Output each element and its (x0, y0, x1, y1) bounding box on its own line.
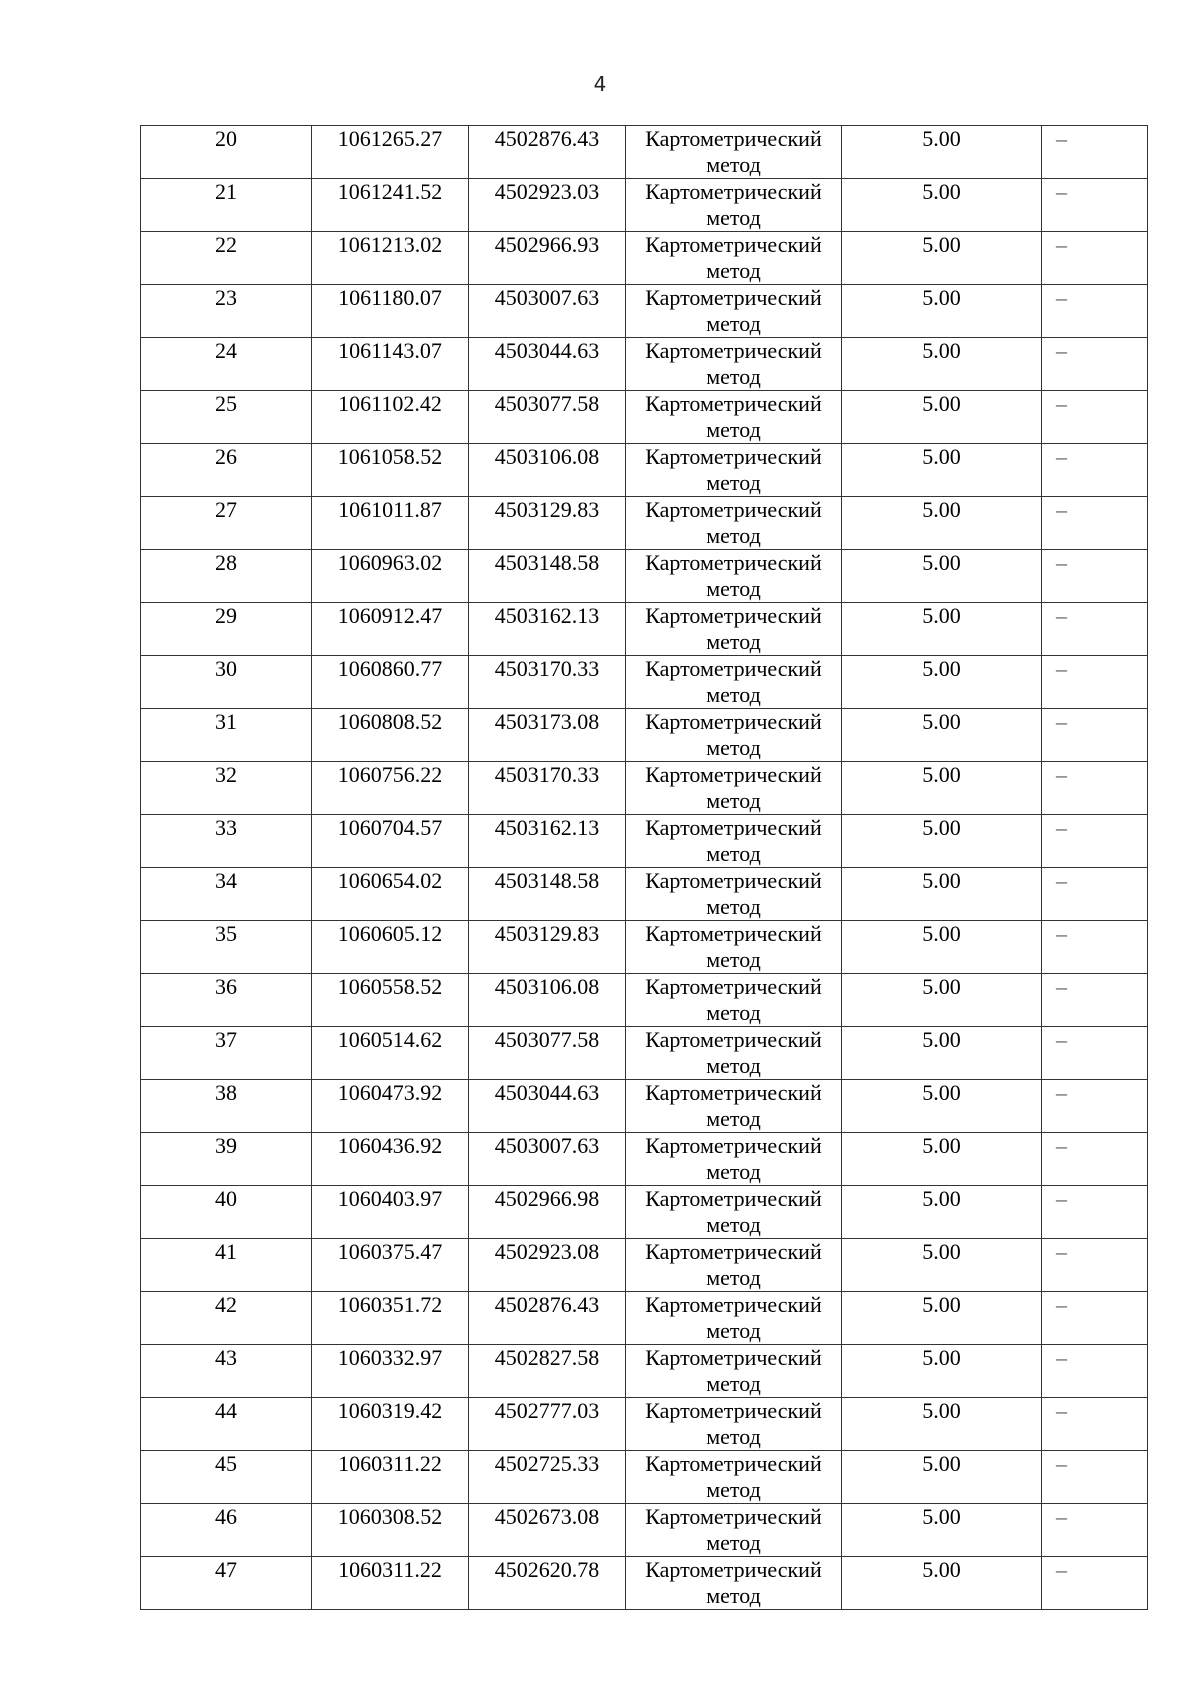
point-number-cell: 42 (141, 1292, 312, 1345)
method-line2: метод (706, 470, 761, 495)
y-coordinate-cell: 4503162.13 (469, 815, 626, 868)
table-row (141, 1504, 1148, 1557)
method-cell (626, 1345, 842, 1398)
note-cell: – (1042, 285, 1148, 338)
y-coordinate-cell: 4503170.33 (469, 762, 626, 815)
method-line1: Картометрический (645, 550, 822, 575)
precision-cell: 5.00 (842, 1027, 1042, 1080)
point-number-cell: 33 (141, 815, 312, 868)
method-line2: метод (706, 947, 761, 972)
precision-cell: 5.00 (842, 921, 1042, 974)
method-line1: Картометрический (645, 1080, 822, 1105)
point-number-cell: 22 (141, 232, 312, 285)
precision-cell: 5.00 (842, 1557, 1042, 1610)
note-cell: – (1042, 444, 1148, 497)
precision-cell: 5.00 (842, 1451, 1042, 1504)
table-row (141, 338, 1148, 391)
method-line2: метод (706, 1053, 761, 1078)
note-cell: – (1042, 497, 1148, 550)
x-coordinate-cell: 1060403.97 (312, 1186, 469, 1239)
method-cell (626, 1451, 842, 1504)
note-cell: – (1042, 1292, 1148, 1345)
table-row (141, 1133, 1148, 1186)
x-coordinate-cell: 1061180.07 (312, 285, 469, 338)
y-coordinate-cell: 4503044.63 (469, 1080, 626, 1133)
point-number-cell: 29 (141, 603, 312, 656)
point-number-cell: 47 (141, 1557, 312, 1610)
table-row (141, 868, 1148, 921)
y-coordinate-cell: 4503106.08 (469, 974, 626, 1027)
note-cell: – (1042, 1239, 1148, 1292)
precision-cell: 5.00 (842, 444, 1042, 497)
table-row (141, 1239, 1148, 1292)
y-coordinate-cell: 4502923.08 (469, 1239, 626, 1292)
method-line1: Картометрический (645, 391, 822, 416)
point-number-cell: 41 (141, 1239, 312, 1292)
y-coordinate-cell: 4502620.78 (469, 1557, 626, 1610)
table-body (141, 126, 1148, 1610)
x-coordinate-cell: 1060375.47 (312, 1239, 469, 1292)
point-number-cell: 26 (141, 444, 312, 497)
method-cell (626, 497, 842, 550)
x-coordinate-cell: 1060351.72 (312, 1292, 469, 1345)
note-cell: – (1042, 1557, 1148, 1610)
note-cell: – (1042, 709, 1148, 762)
x-coordinate-cell: 1061241.52 (312, 179, 469, 232)
table-row (141, 1557, 1148, 1610)
point-number-cell: 38 (141, 1080, 312, 1133)
note-cell: – (1042, 391, 1148, 444)
method-line1: Картометрический (645, 974, 822, 999)
note-cell: – (1042, 868, 1148, 921)
method-cell (626, 1186, 842, 1239)
table-row (141, 921, 1148, 974)
method-line1: Картометрический (645, 1027, 822, 1052)
note-cell: – (1042, 1186, 1148, 1239)
precision-cell: 5.00 (842, 868, 1042, 921)
precision-cell: 5.00 (842, 232, 1042, 285)
method-line2: метод (706, 523, 761, 548)
point-number-cell: 34 (141, 868, 312, 921)
x-coordinate-cell: 1060319.42 (312, 1398, 469, 1451)
method-line2: метод (706, 1424, 761, 1449)
method-line1: Картометрический (645, 1186, 822, 1211)
note-cell: – (1042, 1027, 1148, 1080)
method-line2: метод (706, 1159, 761, 1184)
method-line1: Картометрический (645, 868, 822, 893)
x-coordinate-cell: 1060332.97 (312, 1345, 469, 1398)
y-coordinate-cell: 4503077.58 (469, 1027, 626, 1080)
precision-cell: 5.00 (842, 179, 1042, 232)
note-cell: – (1042, 921, 1148, 974)
table-row (141, 497, 1148, 550)
method-cell (626, 550, 842, 603)
coordinates-table (140, 125, 1148, 1610)
table-row (141, 603, 1148, 656)
y-coordinate-cell: 4503077.58 (469, 391, 626, 444)
y-coordinate-cell: 4503007.63 (469, 285, 626, 338)
table-row (141, 1027, 1148, 1080)
x-coordinate-cell: 1060912.47 (312, 603, 469, 656)
note-cell: – (1042, 974, 1148, 1027)
table-row (141, 1080, 1148, 1133)
method-cell (626, 921, 842, 974)
x-coordinate-cell: 1060963.02 (312, 550, 469, 603)
x-coordinate-cell: 1061265.27 (312, 126, 469, 179)
precision-cell: 5.00 (842, 1239, 1042, 1292)
method-line2: метод (706, 364, 761, 389)
method-cell (626, 391, 842, 444)
precision-cell: 5.00 (842, 391, 1042, 444)
x-coordinate-cell: 1060473.92 (312, 1080, 469, 1133)
y-coordinate-cell: 4502777.03 (469, 1398, 626, 1451)
page-number: 4 (593, 72, 607, 96)
method-line2: метод (706, 894, 761, 919)
method-line1: Картометрический (645, 1133, 822, 1158)
method-cell (626, 974, 842, 1027)
y-coordinate-cell: 4502725.33 (469, 1451, 626, 1504)
point-number-cell: 36 (141, 974, 312, 1027)
precision-cell: 5.00 (842, 285, 1042, 338)
method-line1: Картометрический (645, 815, 822, 840)
precision-cell: 5.00 (842, 497, 1042, 550)
method-line2: метод (706, 735, 761, 760)
method-line2: метод (706, 576, 761, 601)
point-number-cell: 45 (141, 1451, 312, 1504)
table-row (141, 1398, 1148, 1451)
method-line2: метод (706, 1318, 761, 1343)
method-cell (626, 709, 842, 762)
x-coordinate-cell: 1060605.12 (312, 921, 469, 974)
method-line2: метод (706, 1530, 761, 1555)
x-coordinate-cell: 1060808.52 (312, 709, 469, 762)
precision-cell: 5.00 (842, 656, 1042, 709)
method-cell (626, 179, 842, 232)
precision-cell: 5.00 (842, 762, 1042, 815)
x-coordinate-cell: 1060436.92 (312, 1133, 469, 1186)
precision-cell: 5.00 (842, 815, 1042, 868)
table-row (141, 974, 1148, 1027)
point-number-cell: 43 (141, 1345, 312, 1398)
table-row (141, 285, 1148, 338)
y-coordinate-cell: 4503173.08 (469, 709, 626, 762)
note-cell: – (1042, 232, 1148, 285)
table-row (141, 550, 1148, 603)
y-coordinate-cell: 4503129.83 (469, 921, 626, 974)
x-coordinate-cell: 1061011.87 (312, 497, 469, 550)
y-coordinate-cell: 4502827.58 (469, 1345, 626, 1398)
y-coordinate-cell: 4502923.03 (469, 179, 626, 232)
point-number-cell: 20 (141, 126, 312, 179)
method-line2: метод (706, 205, 761, 230)
method-line2: метод (706, 1106, 761, 1131)
method-cell (626, 285, 842, 338)
x-coordinate-cell: 1060704.57 (312, 815, 469, 868)
method-cell (626, 603, 842, 656)
point-number-cell: 24 (141, 338, 312, 391)
note-cell: – (1042, 1345, 1148, 1398)
precision-cell: 5.00 (842, 1398, 1042, 1451)
y-coordinate-cell: 4503106.08 (469, 444, 626, 497)
precision-cell: 5.00 (842, 1345, 1042, 1398)
method-line1: Картометрический (645, 444, 822, 469)
method-line2: метод (706, 1477, 761, 1502)
table-row (141, 391, 1148, 444)
method-cell (626, 1557, 842, 1610)
method-cell (626, 1292, 842, 1345)
method-line2: метод (706, 841, 761, 866)
precision-cell: 5.00 (842, 550, 1042, 603)
method-cell (626, 232, 842, 285)
method-line1: Картометрический (645, 656, 822, 681)
method-line1: Картометрический (645, 232, 822, 257)
precision-cell: 5.00 (842, 709, 1042, 762)
y-coordinate-cell: 4502673.08 (469, 1504, 626, 1557)
method-cell (626, 338, 842, 391)
method-line1: Картометрический (645, 1239, 822, 1264)
method-line1: Картометрический (645, 179, 822, 204)
method-cell (626, 1398, 842, 1451)
method-line1: Картометрический (645, 1292, 822, 1317)
precision-cell: 5.00 (842, 1292, 1042, 1345)
x-coordinate-cell: 1060514.62 (312, 1027, 469, 1080)
method-line1: Картометрический (645, 1504, 822, 1529)
y-coordinate-cell: 4502966.98 (469, 1186, 626, 1239)
table-row (141, 709, 1148, 762)
x-coordinate-cell: 1060860.77 (312, 656, 469, 709)
y-coordinate-cell: 4503162.13 (469, 603, 626, 656)
method-line2: метод (706, 629, 761, 654)
point-number-cell: 35 (141, 921, 312, 974)
note-cell: – (1042, 126, 1148, 179)
x-coordinate-cell: 1061058.52 (312, 444, 469, 497)
point-number-cell: 21 (141, 179, 312, 232)
table-row (141, 1292, 1148, 1345)
precision-cell: 5.00 (842, 1133, 1042, 1186)
table-row (141, 656, 1148, 709)
method-line1: Картометрический (645, 1345, 822, 1370)
y-coordinate-cell: 4503148.58 (469, 868, 626, 921)
note-cell: – (1042, 762, 1148, 815)
method-cell (626, 868, 842, 921)
point-number-cell: 25 (141, 391, 312, 444)
method-line1: Картометрический (645, 921, 822, 946)
method-line2: метод (706, 1212, 761, 1237)
method-line2: метод (706, 1371, 761, 1396)
method-line1: Картометрический (645, 285, 822, 310)
table-row (141, 444, 1148, 497)
x-coordinate-cell: 1060756.22 (312, 762, 469, 815)
y-coordinate-cell: 4503148.58 (469, 550, 626, 603)
y-coordinate-cell: 4503007.63 (469, 1133, 626, 1186)
note-cell: – (1042, 550, 1148, 603)
table-row (141, 126, 1148, 179)
y-coordinate-cell: 4502876.43 (469, 126, 626, 179)
table-row (141, 762, 1148, 815)
note-cell: – (1042, 1504, 1148, 1557)
method-cell (626, 126, 842, 179)
point-number-cell: 46 (141, 1504, 312, 1557)
method-line1: Картометрический (645, 1557, 822, 1582)
method-cell (626, 1239, 842, 1292)
precision-cell: 5.00 (842, 126, 1042, 179)
x-coordinate-cell: 1060308.52 (312, 1504, 469, 1557)
x-coordinate-cell: 1061143.07 (312, 338, 469, 391)
method-line1: Картометрический (645, 1398, 822, 1423)
method-cell (626, 815, 842, 868)
table-row (141, 179, 1148, 232)
note-cell: – (1042, 1398, 1148, 1451)
method-line2: метод (706, 1000, 761, 1025)
method-line1: Картометрический (645, 1451, 822, 1476)
point-number-cell: 23 (141, 285, 312, 338)
x-coordinate-cell: 1061213.02 (312, 232, 469, 285)
method-line1: Картометрический (645, 603, 822, 628)
method-line1: Картометрический (645, 762, 822, 787)
note-cell: – (1042, 656, 1148, 709)
table-row (141, 1345, 1148, 1398)
x-coordinate-cell: 1060654.02 (312, 868, 469, 921)
precision-cell: 5.00 (842, 1504, 1042, 1557)
x-coordinate-cell: 1060558.52 (312, 974, 469, 1027)
point-number-cell: 31 (141, 709, 312, 762)
method-cell (626, 656, 842, 709)
note-cell: – (1042, 179, 1148, 232)
method-line2: метод (706, 1265, 761, 1290)
method-line1: Картометрический (645, 126, 822, 151)
method-line2: метод (706, 152, 761, 177)
y-coordinate-cell: 4502876.43 (469, 1292, 626, 1345)
point-number-cell: 28 (141, 550, 312, 603)
point-number-cell: 40 (141, 1186, 312, 1239)
y-coordinate-cell: 4503044.63 (469, 338, 626, 391)
table-row (141, 1186, 1148, 1239)
method-cell (626, 762, 842, 815)
point-number-cell: 37 (141, 1027, 312, 1080)
precision-cell: 5.00 (842, 1186, 1042, 1239)
x-coordinate-cell: 1061102.42 (312, 391, 469, 444)
method-line2: метод (706, 311, 761, 336)
method-line2: метод (706, 788, 761, 813)
method-cell (626, 1080, 842, 1133)
method-cell (626, 444, 842, 497)
y-coordinate-cell: 4503170.33 (469, 656, 626, 709)
method-cell (626, 1504, 842, 1557)
table-row (141, 232, 1148, 285)
method-line1: Картометрический (645, 709, 822, 734)
table-row (141, 815, 1148, 868)
method-line1: Картометрический (645, 338, 822, 363)
point-number-cell: 30 (141, 656, 312, 709)
precision-cell: 5.00 (842, 974, 1042, 1027)
note-cell: – (1042, 815, 1148, 868)
point-number-cell: 44 (141, 1398, 312, 1451)
y-coordinate-cell: 4503129.83 (469, 497, 626, 550)
method-line1: Картометрический (645, 497, 822, 522)
precision-cell: 5.00 (842, 338, 1042, 391)
method-line2: метод (706, 258, 761, 283)
method-line2: метод (706, 682, 761, 707)
x-coordinate-cell: 1060311.22 (312, 1451, 469, 1504)
precision-cell: 5.00 (842, 1080, 1042, 1133)
method-cell (626, 1133, 842, 1186)
note-cell: – (1042, 1451, 1148, 1504)
note-cell: – (1042, 603, 1148, 656)
point-number-cell: 32 (141, 762, 312, 815)
point-number-cell: 27 (141, 497, 312, 550)
table-row (141, 1451, 1148, 1504)
note-cell: – (1042, 1080, 1148, 1133)
precision-cell: 5.00 (842, 603, 1042, 656)
note-cell: – (1042, 338, 1148, 391)
y-coordinate-cell: 4502966.93 (469, 232, 626, 285)
x-coordinate-cell: 1060311.22 (312, 1557, 469, 1610)
point-number-cell: 39 (141, 1133, 312, 1186)
method-line2: метод (706, 1583, 761, 1608)
note-cell: – (1042, 1133, 1148, 1186)
method-cell (626, 1027, 842, 1080)
method-line2: метод (706, 417, 761, 442)
